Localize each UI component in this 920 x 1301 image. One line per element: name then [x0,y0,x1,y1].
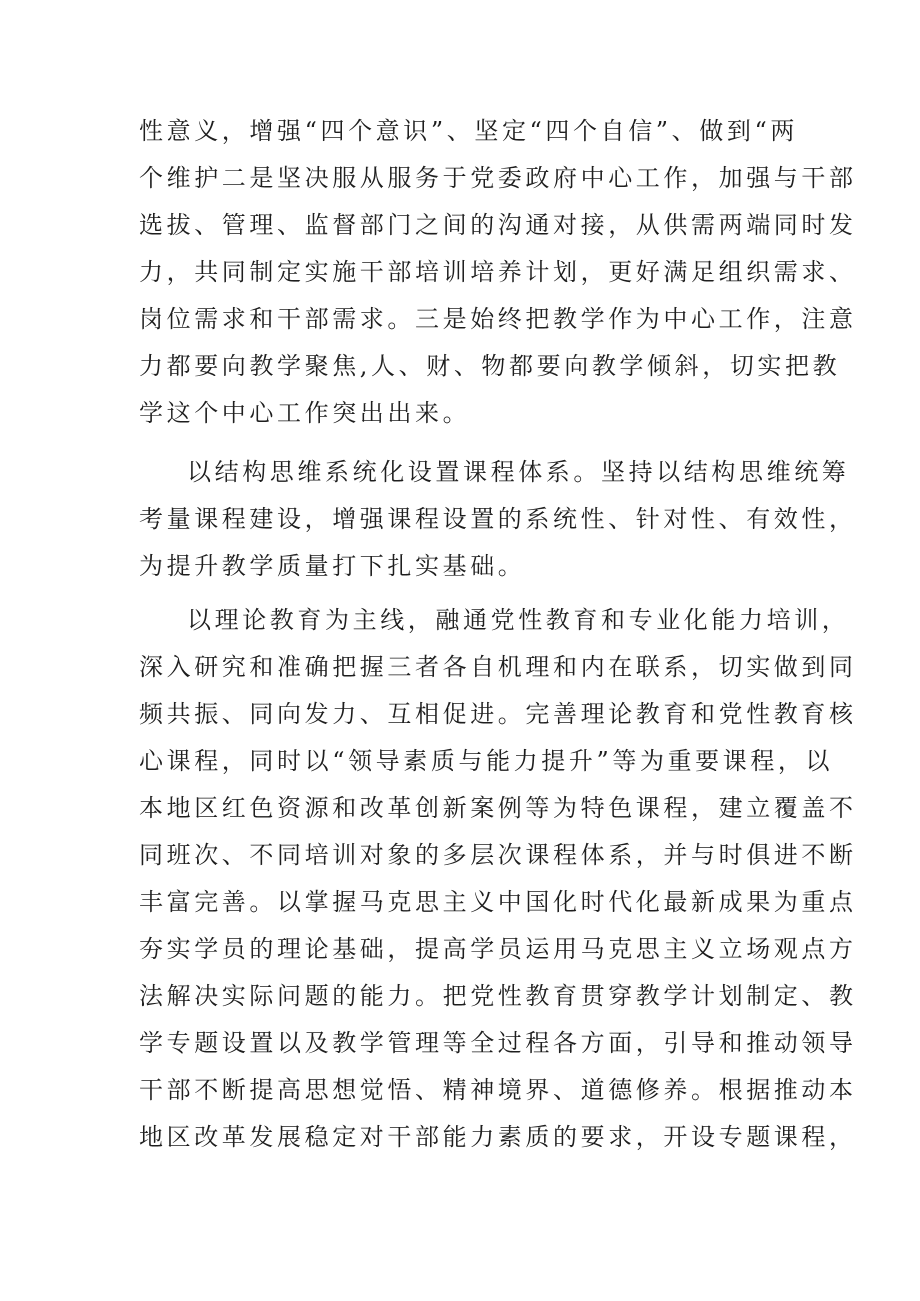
paragraph-first-line: 以结构思维系统化设置课程体系。坚持以结构思维统筹 [187,458,850,486]
text-line: 为提升教学质量打下扎实基础。 [139,552,526,580]
text-line: 夯实学员的理论基础，提高学员运用马克思主义立场观点方 [139,935,857,963]
text-line: 干部不断提高思想觉悟、精神境界、道德修养。根据推动本 [139,1076,857,1104]
text-line: 考量课程建设，增强课程设置的系统性、针对性、有效性， [139,505,857,533]
text-line: 性意义，增强“四个意识”、坚定“四个自信”、做到“两 [139,117,798,145]
text-line: 力，共同制定实施干部培训培养计划，更好满足组织需求、 [139,258,857,286]
text-line: 法解决实际问题的能力。把党性教育贯穿教学计划制定、教 [139,982,857,1010]
text-line: 心课程，同时以“领导素质与能力提升”等为重要课程，以 [139,747,834,775]
text-line: 学专题设置以及教学管理等全过程各方面，引导和推动领导 [139,1029,857,1057]
text-line: 同班次、不同培训对象的多层次课程体系，并与时俱进不断 [139,841,857,869]
text-line: 学这个中心工作突出出来。 [139,399,471,427]
text-line: 频共振、同向发力、互相促进。完善理论教育和党性教育核 [139,700,857,728]
text-line: 本地区红色资源和改革创新案例等为特色课程，建立覆盖不 [139,794,857,822]
text-line: 丰富完善。以掌握马克思主义中国化时代化最新成果为重点 [139,888,857,916]
text-line: 选拔、管理、监督部门之间的沟通对接，从供需两端同时发 [139,211,857,239]
text-line: 岗位需求和干部需求。三是始终把教学作为中心工作，注意 [139,305,857,333]
text-line: 地区改革发展稳定对干部能力素质的要求，开设专题课程， [139,1123,857,1151]
paragraph-first-line: 以理论教育为主线，融通党性教育和专业化能力培训， [187,606,850,634]
text-line: 个维护二是坚决服从服务于党委政府中心工作，加强与干部 [139,164,857,192]
text-line: 深入研究和准确把握三者各自机理和内在联系，切实做到同 [139,653,857,681]
text-line: 力都要向教学聚焦,人、财、物都要向教学倾斜，切实把教 [139,352,841,380]
